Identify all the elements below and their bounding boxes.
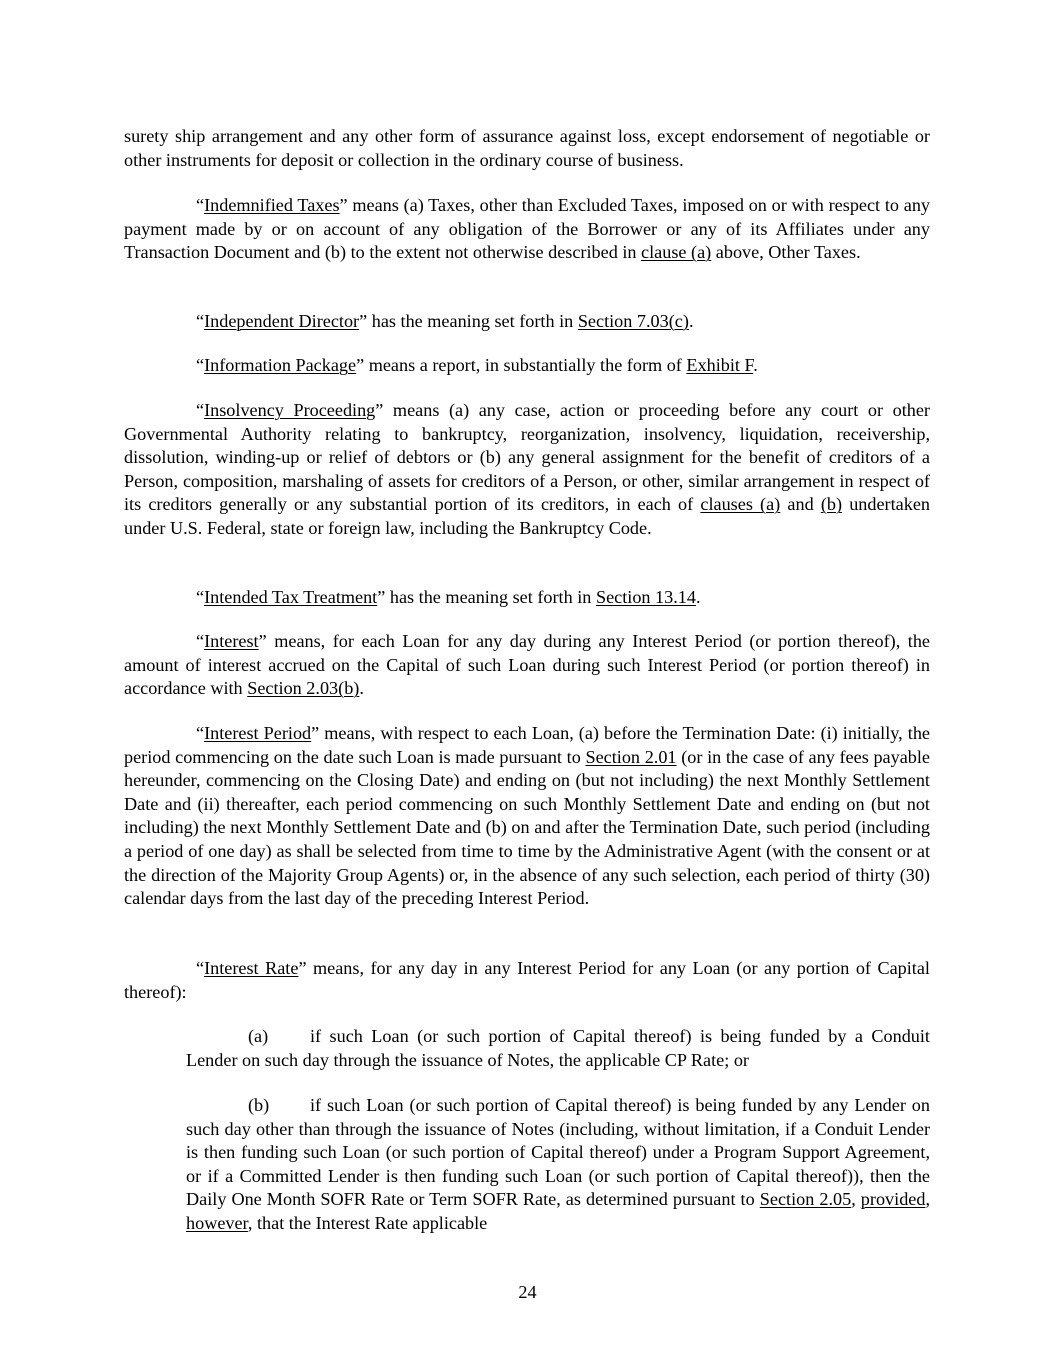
definition-insolvency-proceeding [124,399,930,541]
open-quote: “ [196,311,205,331]
clause-text: , that the Interest Rate applicable [247,1212,488,1233]
definition-indemnified-taxes [124,194,930,265]
definition-text: (or in the case of any fees payable hereunder, commencing on the Closing Date) and ending on (but not including) the next Monthly Settlement Date and (ii) thereafter, each period commencing on such Monthly Settlement Date and ending on (but not including) the next Monthly Settlement Date and (b) on and after the Termination Date, such period (including a period of one day) as shall be selected from time to time by the Administrative Agent (with the consent or at the direction of the Majority Group Agents) or, in the absence of any such selection, each period of thirty (30) calendar days from the last day of the preceding Interest Period. [124,746,930,909]
cross-reference: clause (a) [641,242,712,263]
definition-text: ” means (a) any case, action or proceeding before any court or other Governmental Authority relating to bankruptcy, reorganization, insolvency, liquidation, receivership, dissolution, winding-up or relief of debtors or (b) any general assignment for the benefit of creditors of a Person, composition, marshaling of assets for creditors of a Person, or other, similar arrangement in respect of its creditors generally or any substantial portion of its creditors, in each of [124,400,930,515]
clause-text: , [851,1189,861,1210]
clause-marker: (a) [248,1026,269,1046]
definition-text: ” means, with respect to each Loan, (a) before the Termination Date: (i) initially, the period commencing on the date such Loan is made pursuant to [124,723,930,767]
page-number: 24 [518,1282,537,1302]
definition-text: ” means a report, in substantially the form of [356,355,687,375]
defined-term: Interest Period [204,723,312,743]
emphasis-term: provided [860,1189,926,1210]
definition-interest-rate [124,957,930,1004]
clause-a [186,1025,930,1072]
cross-reference: Section 7.03(c) [577,311,689,331]
definition-independent-director [124,310,930,334]
definition-information-package [124,354,930,378]
defined-term: Interest [204,631,259,651]
definition-text: and [780,494,821,515]
paragraph-text: surety ship arrangement and any other form of assurance against loss, except endorsement of negotiable or other instruments for deposit or collection in the ordinary course of business. [124,126,930,170]
cross-reference: Section 2.01 [585,746,677,767]
defined-term: Indemnified Taxes [204,195,340,215]
definition-text: ” means (a) Taxes, other than Excluded Taxes, imposed on or with respect to any payment made by or on account of any obligation of the Borrower or any of its Affiliates under any Transaction Document and (b) to the extent not otherwise described in [124,195,931,263]
open-quote: “ [196,958,205,978]
cross-reference: Exhibit F [686,355,754,375]
clause-text: , [925,1189,930,1210]
definition-text: ” means, for any day in any Interest Period for any Loan (or any portion of Capital thereof): [124,958,930,1002]
definition-interest [124,630,930,701]
open-quote: “ [196,723,205,743]
defined-term: Insolvency Proceeding [204,400,376,420]
open-quote: “ [196,631,205,651]
defined-term: Interest Rate [204,958,299,978]
definition-text: . [695,587,701,607]
definition-interest-period [124,722,930,911]
definition-text: undertaken under U.S. Federal, state or foreign law, including the Bankruptcy Code. [124,494,930,538]
open-quote: “ [196,587,205,607]
paragraph-surety [124,125,930,172]
cross-reference: Section 2.05 [759,1189,852,1210]
clause-b [186,1094,930,1236]
clause-text: if such Loan (or such portion of Capital thereof) is being funded by a Conduit Lender on such day through the issuance of Notes, the applicable CP Rate; or [186,1026,930,1070]
definition-text: ” has the meaning set forth in [377,587,596,607]
emphasis-term: however [186,1212,248,1233]
definition-text: . [359,678,364,699]
open-quote: “ [196,355,205,375]
cross-reference: clauses (a) [700,494,781,515]
clause-marker: (b) [248,1095,270,1115]
definition-text: ” means, for each Loan for any day during any Interest Period (or portion thereof), the amount of interest accrued on the Capital of such Loan during such Interest Period (or portion thereof) in accordance with [124,631,930,699]
open-quote: “ [196,400,205,420]
clause-text: if such Loan (or such portion of Capital thereof) is being funded by any Lender on such day other than through the issuance of Notes (including, without limitation, if a Conduit Lender is then funding such Loan (or such portion of Capital thereof) under a Program Support Agreement, or if a Committed Lender is then funding such Loan (or such portion of Capital thereof)), then the Daily One Month SOFR Rate or Term SOFR Rate, as determined pursuant to [186,1095,930,1210]
definition-text: above, Other Taxes. [711,242,861,263]
cross-reference: Section 2.03(b) [247,678,360,699]
definition-text: . [753,355,758,375]
definition-intended-tax-treatment [124,586,930,610]
defined-term: Information Package [204,355,357,375]
defined-term: Intended Tax Treatment [204,587,378,607]
definition-text: ” has the meaning set forth in [359,311,578,331]
definition-text: . [688,311,694,331]
cross-reference: (b) [820,494,843,515]
open-quote: “ [196,195,205,215]
cross-reference: Section 13.14 [595,587,696,607]
defined-term: Independent Director [204,311,360,331]
